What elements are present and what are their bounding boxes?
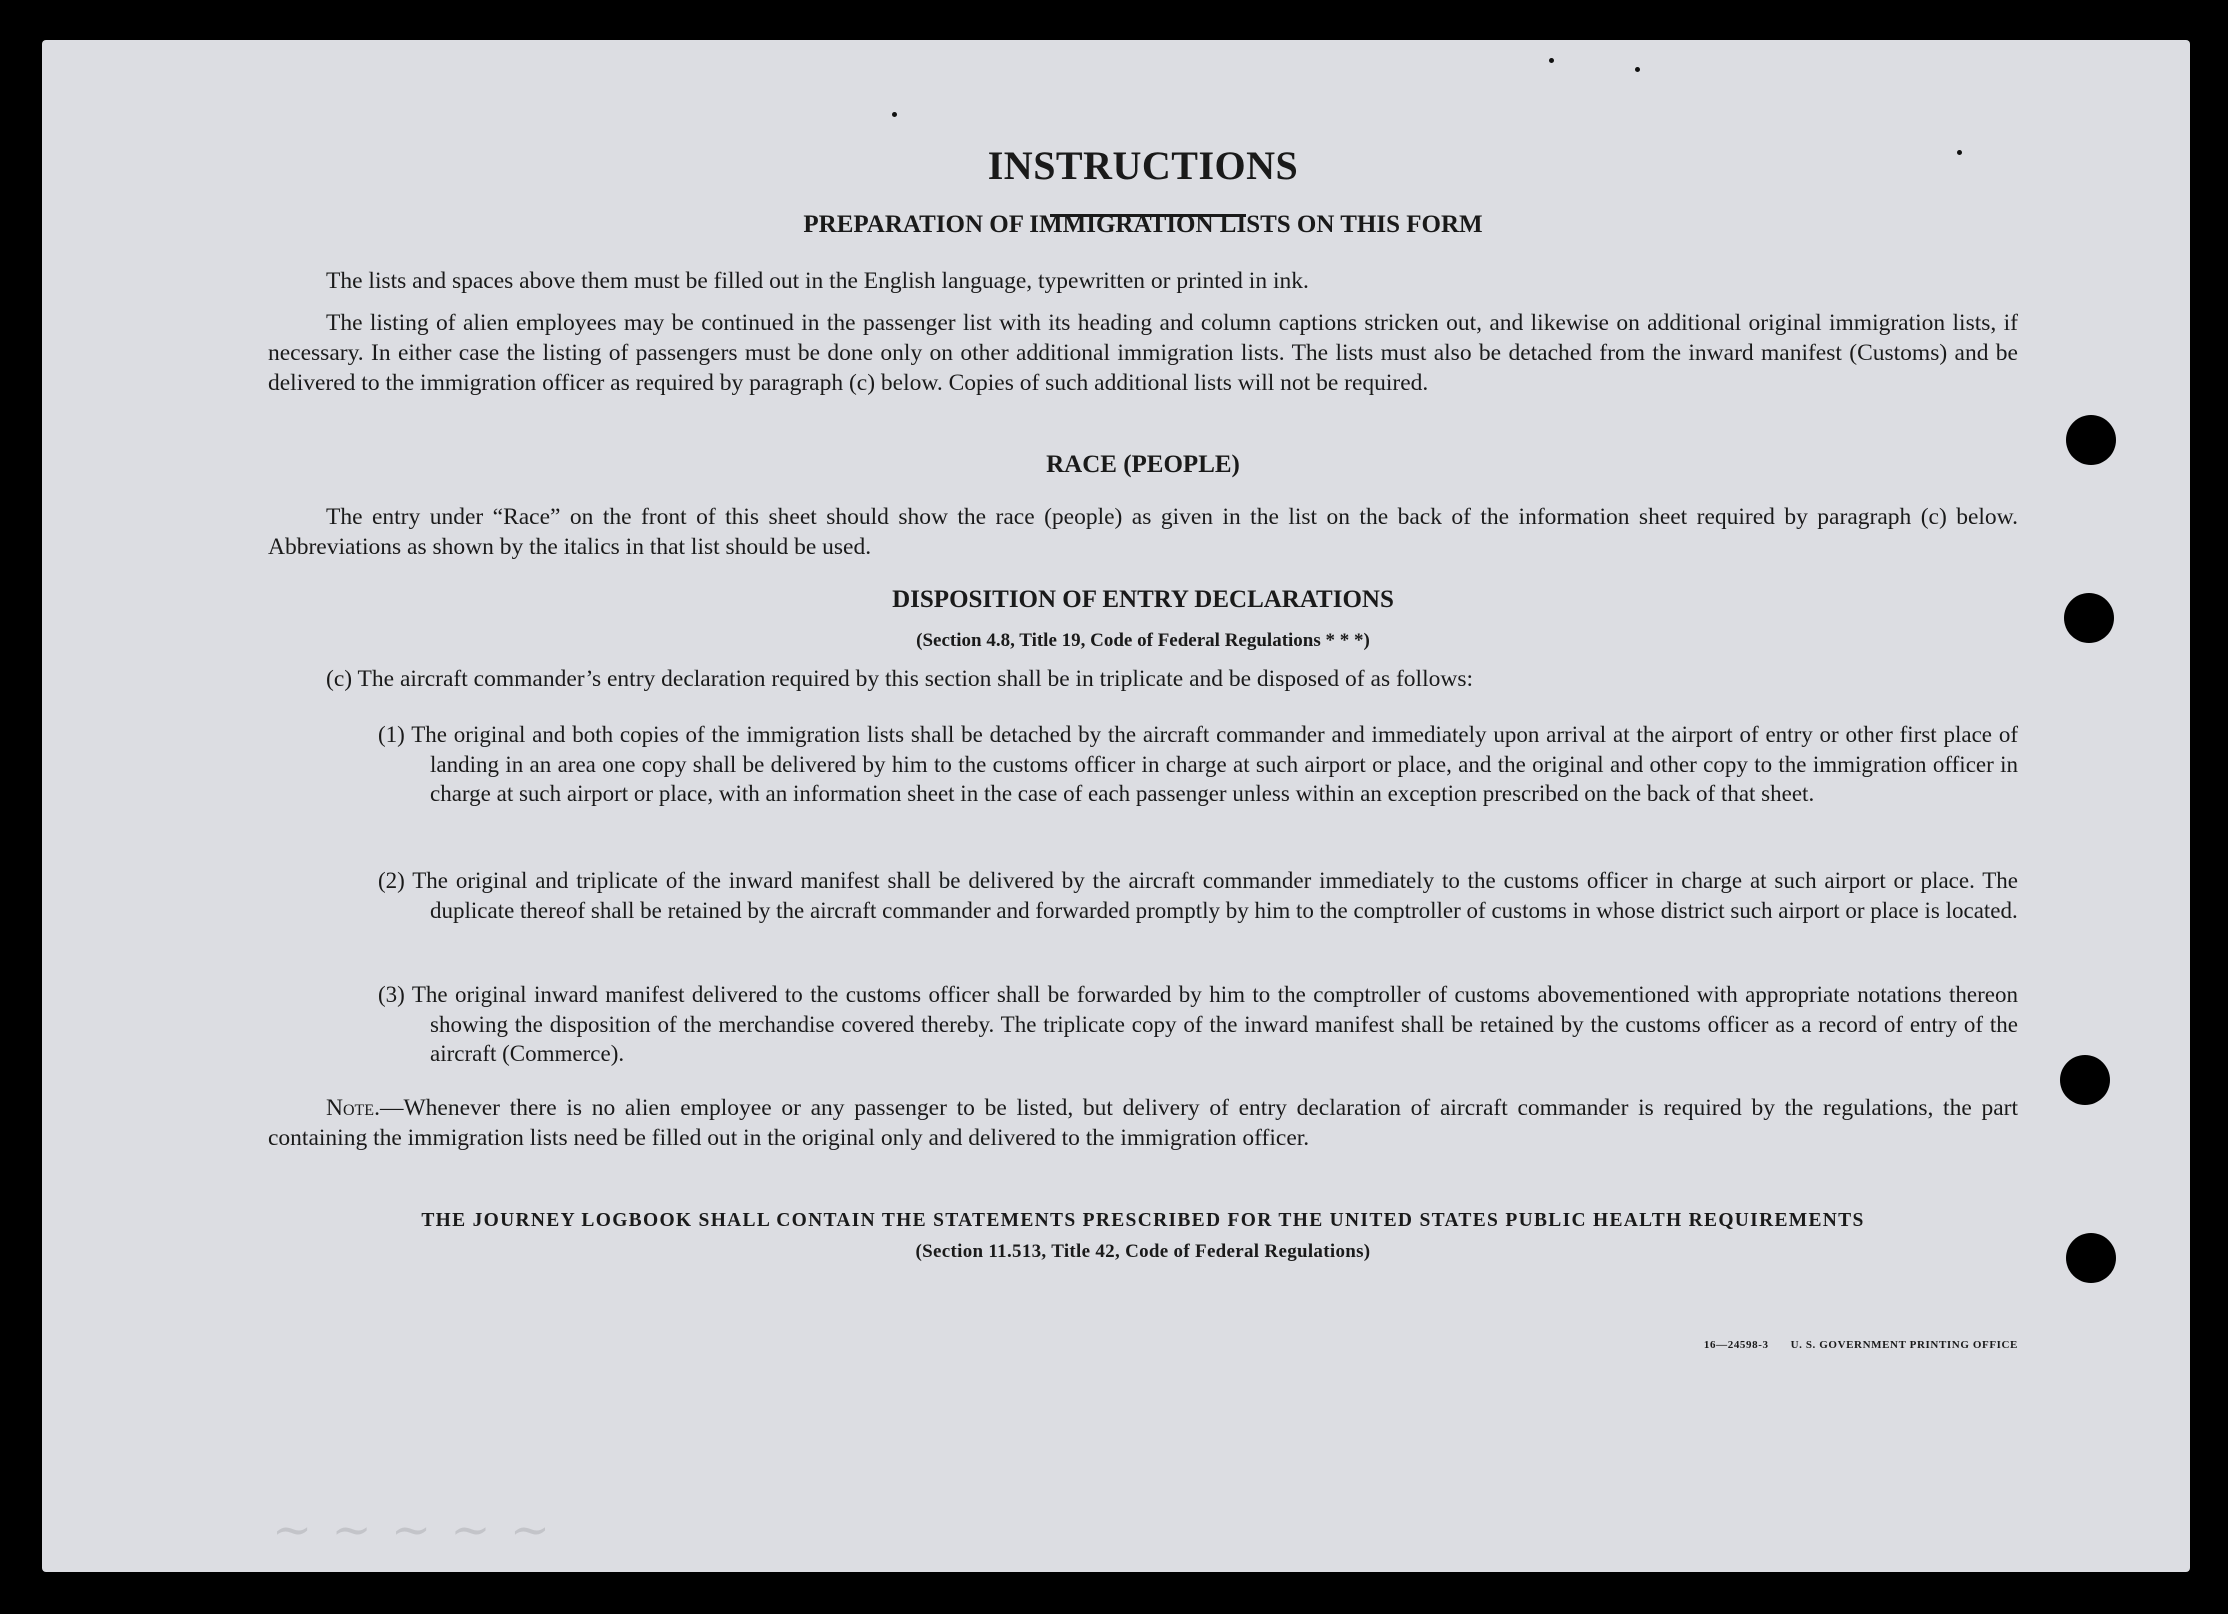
printer-name: U. S. GOVERNMENT PRINTING OFFICE (1790, 1339, 2018, 1351)
preparation-paragraph-2: The listing of alien employees may be continued in the passenger list with its heading and column captions stricken out, and likewise on additional original immigration lists, if necessary. In either case the listing of passengers must be done only on other additional immigration lists. The lists must also be detached from the inward manifest (Customs) and be delivered to the immigration officer as required by paragraph (c) below. Copies of such additional lists will not be required. (268, 310, 2018, 396)
page-title: INSTRUCTIONS (987, 143, 1299, 188)
footer-citation: (Section 11.513, Title 42, Code of Federal Regulations) (915, 1241, 1371, 1262)
section-heading-race: RACE (PEOPLE) (1046, 451, 1240, 478)
speck (892, 112, 897, 117)
section-heading-preparation: PREPARATION OF IMMIGRATION LISTS ON THIS FORM (803, 211, 1483, 238)
speck (1635, 67, 1640, 72)
disposition-item-1: (1) The original and both copies of the immigration lists shall be detached by the aircraft commander and immediately upon arrival at the airport of entry or other first place of landing in an area one copy shall be delivered by him to the customs officer in charge at such airport or place, and the original and other copy to the immigration officer in charge at such airport or place, with an information sheet in the case of each passenger unless within an exception prescribed on the back of that sheet. (378, 722, 2018, 806)
preparation-paragraph-1: The lists and spaces above them must be filled out in the English language, typewritten or printed in ink. (326, 268, 1309, 294)
punch-hole (2066, 1233, 2116, 1283)
disposition-item-3: (3) The original inward manifest delivered to the customs officer shall be forwarded by him to the comptroller of customs abovementioned with appropriate notations thereon showing the disposition of the merchandise covered thereby. The triplicate copy of the inward manifest shall be retained by the customs officer as a record of entry of the aircraft (Commerce). (378, 982, 2018, 1066)
punch-hole (2064, 593, 2114, 643)
race-paragraph: The entry under “Race” on the front of this sheet should show the race (people) as given in the list on the back of the information sheet required by paragraph (c) below. Abbreviations as shown by the italics in that list should be used. (268, 504, 2018, 560)
disposition-citation: (Section 4.8, Title 19, Code of Federal Regulations * * *) (916, 630, 1370, 651)
note-paragraph (268, 1093, 2018, 1153)
form-number: 16—24598-3 (1703, 1339, 1769, 1351)
note-text: —Whenever there is no alien employee or any passenger to be listed, but delivery of entry declaration of aircraft commander is required by the regulations, the part containing the immigration lists need be filled out in the original only and delivered to the immigration officer. (268, 1095, 2018, 1151)
punch-hole (2060, 1055, 2110, 1105)
speck (1549, 58, 1554, 63)
printer-imprint (1704, 1339, 2018, 1351)
punch-hole (2066, 415, 2116, 465)
disposition-item-2: (2) The original and triplicate of the inward manifest shall be delivered by the aircraft commander immediately to the customs officer in charge at such airport or place. The duplicate thereof shall be retained by the aircraft commander and forwarded promptly by him to the comptroller of customs in whose district such airport or place is located. (378, 868, 2018, 923)
pencil-marking: ~ ~ ~ ~ ~ (272, 1502, 553, 1558)
section-heading-disposition: DISPOSITION OF ENTRY DECLARATIONS (892, 586, 1394, 613)
disposition-intro: (c) The aircraft commander’s entry declaration required by this section shall be in triplicate and be disposed of as follows: (326, 666, 1473, 692)
note-lead: Note. (326, 1095, 380, 1121)
document-sheet (42, 40, 2190, 1572)
footer-requirement: THE JOURNEY LOGBOOK SHALL CONTAIN THE STATEMENTS PRESCRIBED FOR THE UNITED STATES PUBLIC HEALTH REQUIREMENTS (421, 1210, 1865, 1231)
